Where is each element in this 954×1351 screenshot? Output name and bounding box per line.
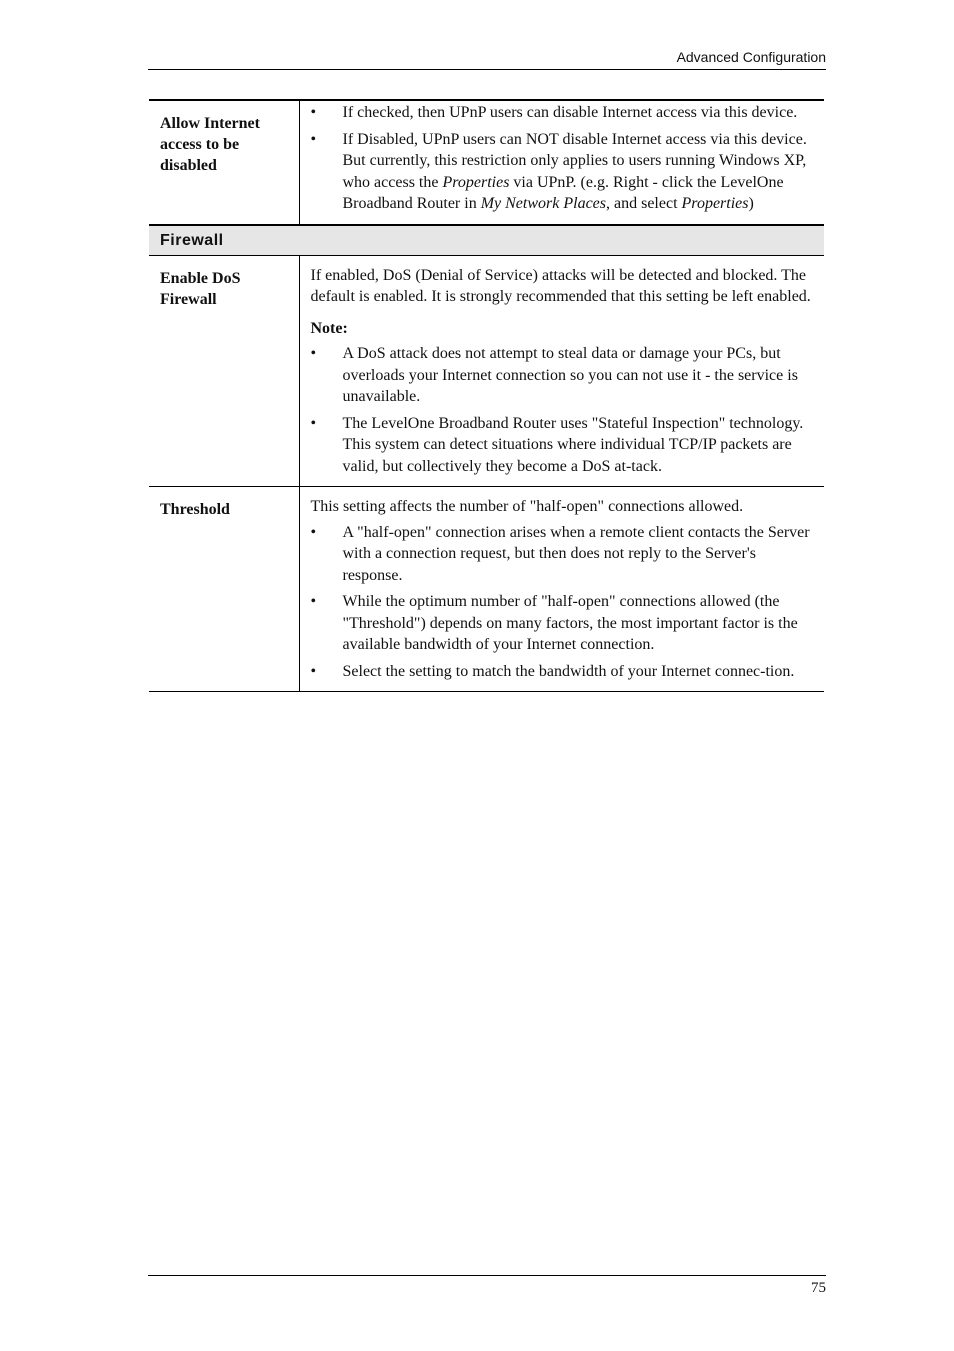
text-segment: If Disabled, UPnP users can NOT disable Internet access via this device. But currently, this restriction only applies to users running Windows XP, who access the [342, 130, 807, 191]
emphasis-text: Properties [681, 195, 749, 212]
setting-description [299, 487, 824, 692]
list-item: • The LevelOne Broadband Router uses "Stateful Inspection" technology. This system can detect situations where individual TCP/IP packets are valid, but collectively they become a DoS at-tack. [311, 413, 819, 478]
text-segment: , and select [606, 195, 682, 212]
bullet-list [311, 343, 819, 477]
bullet-list [311, 102, 819, 215]
list-item: • A "half-open" connection arises when a remote client contacts the Server with a connection request, but then does not reply to the Server's response. [311, 522, 819, 587]
setting-label: Allow Internet access to be disabled [149, 100, 299, 225]
list-item: • Select the setting to match the bandwidth of your Internet connec-tion. [311, 661, 819, 683]
description-paragraph: If enabled, DoS (Denial of Service) attacks will be detected and blocked. The default is enabled. It is strongly recommended that this setting be left enabled. [310, 266, 811, 305]
table-row-enable-dos [149, 255, 824, 487]
running-header: Advanced Configuration [676, 49, 826, 65]
section-header-firewall [149, 225, 824, 256]
section-title: Firewall [149, 225, 824, 256]
description-paragraph: This setting affects the number of "half-open" connections allowed. [310, 498, 744, 515]
header-rule [148, 69, 826, 70]
list-item: • While the optimum number of "half-open" connections allowed (the "Threshold") depends on many factors, the most important factor is the available bandwidth of your Internet connection. [311, 591, 819, 656]
setting-label: Enable DoS Firewall [149, 255, 299, 487]
setting-description [299, 100, 824, 225]
settings-table [149, 99, 824, 692]
footer-rule [148, 1275, 826, 1276]
note-label: Note: [310, 319, 348, 337]
emphasis-text: Properties [442, 173, 510, 191]
table-row-allow-internet [149, 100, 824, 225]
table-row-threshold [149, 487, 824, 692]
setting-description [299, 255, 824, 487]
text-segment: via UPnP. (e.g. Right - click the LevelOne Broadband Router in [342, 173, 784, 212]
text-segment: ) [748, 195, 754, 212]
bullet-list [311, 522, 819, 683]
list-item: • A DoS attack does not attempt to steal data or damage your PCs, but overloads your Internet connection so you can not use it - the service is unavailable. [311, 343, 819, 408]
emphasis-text: My Network Places [480, 195, 606, 212]
setting-label: Threshold [149, 487, 299, 692]
list-item [311, 129, 819, 215]
page-number: 75 [811, 1280, 826, 1296]
list-item: • If checked, then UPnP users can disable Internet access via this device. [311, 102, 819, 124]
